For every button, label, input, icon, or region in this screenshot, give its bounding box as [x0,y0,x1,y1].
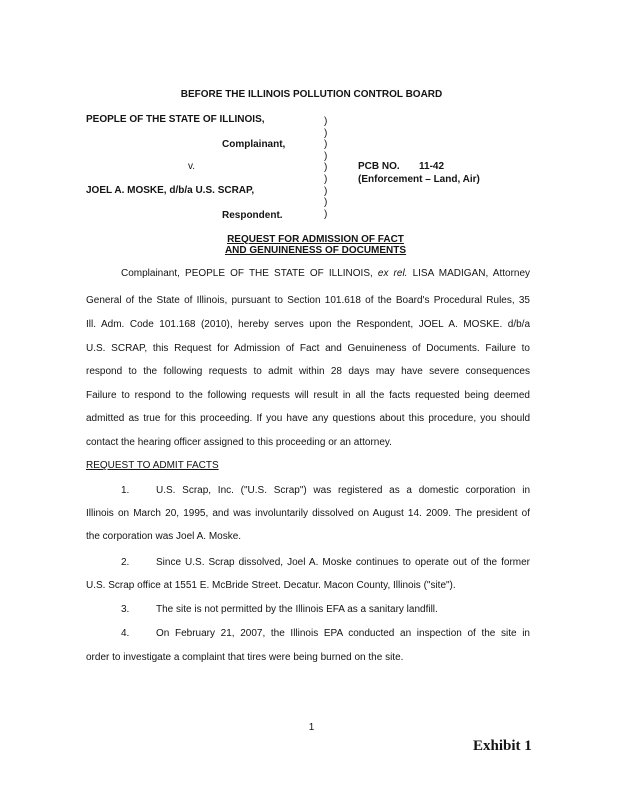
intro-line-1: Complainant, PEOPLE OF THE STATE OF ILLINOIS, ex rel. LISA MADIGAN, Attorney [121,268,530,279]
fact-1-line-2: Illinois on March 20, 1995, and was involuntarily dissolved on August 14. 2009. The president of [86,508,530,519]
case-number-label: PCB NO. [358,161,400,172]
section-heading: REQUEST TO ADMIT FACTS [86,460,219,471]
caption-paren: ) [324,197,328,209]
exhibit-label: Exhibit 1 [473,738,532,754]
fact-number: 2. [121,557,130,568]
document-title-line-1: REQUEST FOR ADMISSION OF FACT [227,234,404,245]
court-heading: BEFORE THE ILLINOIS POLLUTION CONTROL BOARD [180,89,443,100]
fact-4-line-1: On February 21, 2007, the Illinois EPA conducted an inspection of the site in [156,628,530,639]
intro-line-3: Ill. Adm. Code 101.168 (2010), hereby serves upon the Respondent, JOEL A. MOSKE. d/b/a [86,319,530,330]
caption-paren: ) [324,116,328,127]
caption-paren: ) [324,173,328,185]
intro-line-7: admitted as true for this proceeding. If you have any questions about this procedure, you should [86,413,530,424]
document-title-line-2: AND GENUINENESS OF DOCUMENTS [224,245,407,256]
fact-number: 4. [121,628,130,639]
fact-2-line-1: Since U.S. Scrap dissolved, Joel A. Moske continues to operate out of the former [156,557,530,568]
caption-paren: ) [324,127,328,139]
fact-2-line-2: U.S. Scrap office at 1551 E. McBride Street. Decatur. Macon County, Illinois ("site"). [86,580,456,591]
intro-line-4: U.S. SCRAP, this Request for Admission of Fact and Genuineness of Documents. Failure to [86,343,530,354]
defendant-name: JOEL A. MOSKE, d/b/a U.S. SCRAP, [86,185,255,196]
fact-1-line-3: the corporation was Joel A. Moske. [86,531,242,542]
fact-number: 3. [121,604,130,615]
plaintiff-name: PEOPLE OF THE STATE OF ILLINOIS, [86,114,265,125]
caption-paren-column [324,116,327,220]
caption-paren: ) [324,162,328,174]
intro-line-6: Failure to respond to the following requests will result in all the facts requested being deemed [86,390,530,401]
fact-3-line-1: The site is not permitted by the Illinois EFA as a sanitary landfill. [156,604,438,615]
caption-paren: ) [324,150,328,162]
plaintiff-role: Complainant, [222,139,286,150]
caption-paren: ) [324,185,328,197]
case-number: 11-42 [419,161,445,172]
fact-1-line-1: U.S. Scrap, Inc. ("U.S. Scrap") was registered as a domestic corporation in [156,485,530,496]
intro-line-8: contact the hearing officer assigned to this proceeding or an attorney. [86,437,392,448]
intro-line-2: General of the State of Illinois, pursuant to Section 101.618 of the Board's Procedural Rules, 35 [86,295,530,306]
fact-4-line-2: order to investigate a complaint that tires were being burned on the site. [86,652,404,663]
versus: v. [188,161,196,172]
caption-paren: ) [324,139,328,151]
defendant-role: Respondent. [222,210,283,221]
case-type: (Enforcement – Land, Air) [358,174,480,185]
fact-number: 1. [121,485,130,496]
caption-paren: ) [324,208,328,220]
page-number: 1 [308,722,315,733]
intro-line-5: respond to the following requests to admit within 28 days may have severe consequences [86,366,530,377]
